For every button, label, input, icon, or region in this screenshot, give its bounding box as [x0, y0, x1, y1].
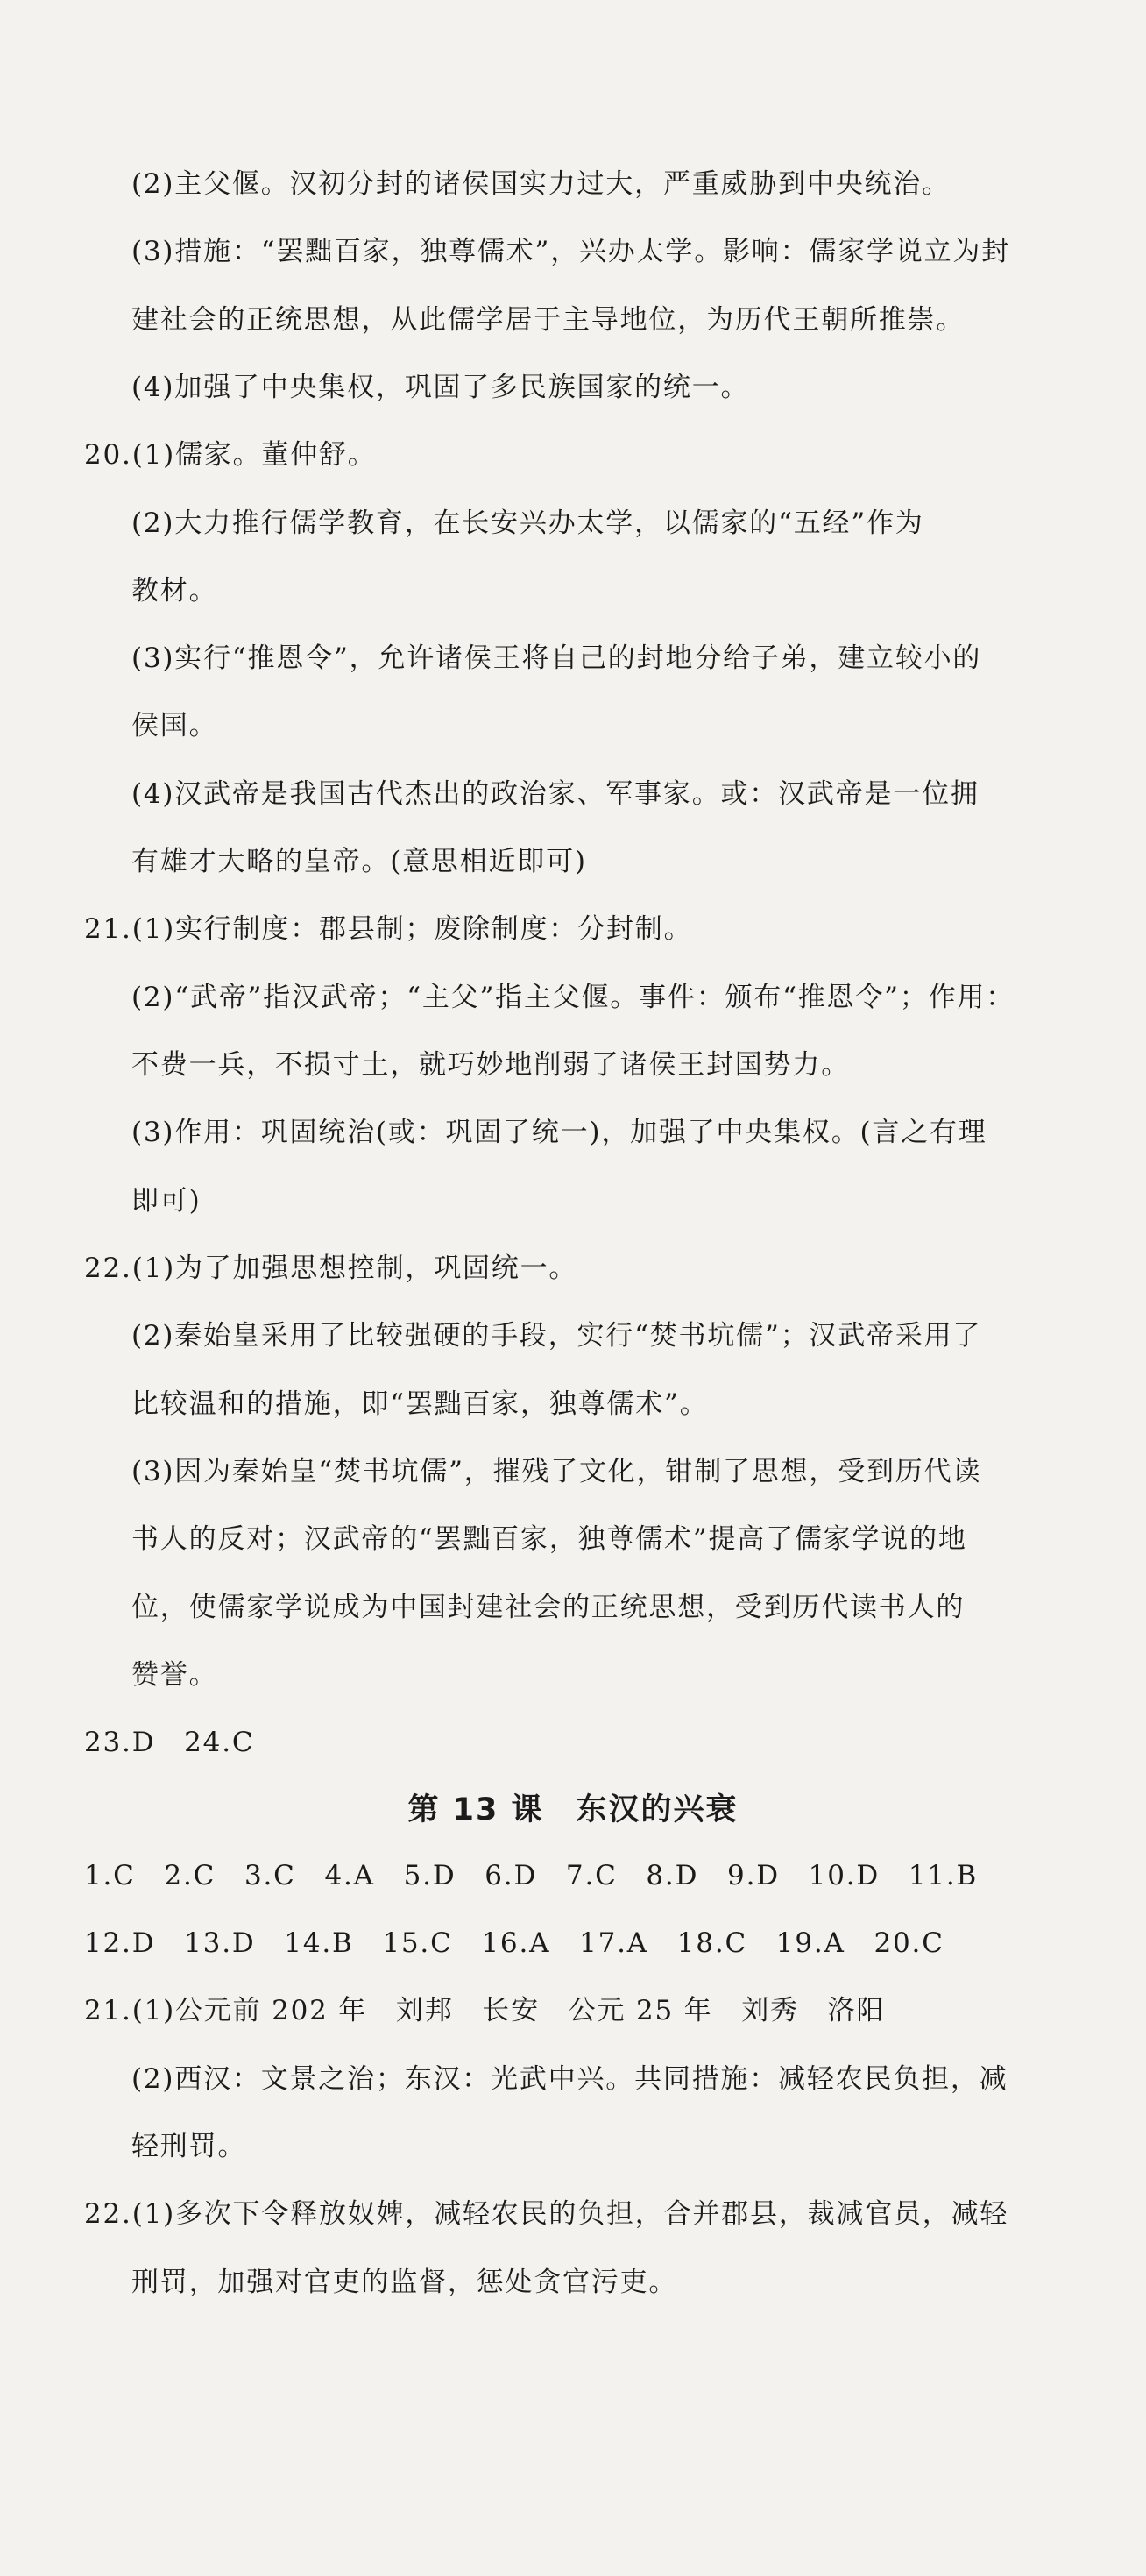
answer-line: 建社会的正统思想，从此儒学居于主导地位，为历代王朝所推崇。 — [131, 304, 966, 336]
answer-line: 位，使儒家学说成为中国封建社会的正统思想，受到历代读书人的 — [131, 1592, 966, 1623]
answer-line: (2)大力推行儒学教育，在长安兴办太学，以儒家的“五经”作为 — [131, 507, 924, 539]
answer-line: 刑罚，加强对官吏的监督，惩处贪官污吏。 — [131, 2267, 678, 2298]
answer-line: (4)加强了中央集权，巩固了多民族国家的统一。 — [131, 372, 750, 403]
answer-line: (2)“武帝”指汉武帝；“主父”指主父偃。事件：颁布“推恩令”；作用： — [131, 982, 1015, 1013]
answer-line: (4)汉武帝是我国古代杰出的政治家、军事家。或：汉武帝是一位拥 — [131, 778, 980, 810]
answer-line: (2)主父偃。汉初分封的诸侯国实力过大，严重威胁到中央统治。 — [131, 168, 951, 200]
section-title: 第 13 课 东汉的兴衰 — [407, 1792, 739, 1827]
answer-line: 不费一兵，不损寸土，就巧妙地削弱了诸侯王封国势力。 — [131, 1049, 850, 1081]
question-line: 22.(1)多次下令释放奴婢，减轻农民的负担，合并郡县，裁减官员，减轻 — [84, 2198, 1009, 2230]
answer-key-line: 12.D 13.D 14.B 15.C 16.A 17.A 18.C 19.A 20.C — [84, 1927, 944, 1959]
answer-line: (3)措施：“罢黜百家，独尊儒术”，兴办太学。影响：儒家学说立为封 — [131, 236, 1011, 267]
question-line: 20.(1)儒家。董仲舒。 — [84, 439, 377, 471]
question-line: 23.D 24.C — [84, 1727, 255, 1758]
answer-line: 有雄才大略的皇帝。(意思相近即可) — [131, 846, 587, 877]
answer-line: (2)秦始皇采用了比较强硬的手段，实行“焚书坑儒”；汉武帝采用了 — [131, 1320, 982, 1352]
answer-line: (3)实行“推恩令”，允许诸侯王将自己的封地分给子弟，建立较小的 — [131, 642, 982, 674]
answer-line: (3)作用：巩固统治(或：巩固了统一)，加强了中央集权。(言之有理 — [131, 1117, 987, 1148]
answer-line: (3)因为秦始皇“焚书坑儒”，摧残了文化，钳制了思想，受到历代读 — [131, 1456, 982, 1487]
answer-line: 教材。 — [131, 575, 218, 607]
answer-line: 赞誉。 — [131, 1659, 218, 1691]
question-line: 21.(1)实行制度：郡县制；废除制度：分封制。 — [84, 913, 693, 945]
answer-line: (2)西汉：文景之治；东汉：光武中兴。共同措施：减轻农民负担，减 — [131, 2063, 1008, 2095]
answer-line: 轻刑罚。 — [131, 2131, 247, 2162]
answer-line: 比较温和的措施，即“罢黜百家，独尊儒术”。 — [131, 1388, 709, 1420]
answer-line: 书人的反对；汉武帝的“罢黜百家，独尊儒术”提高了儒家学说的地 — [131, 1523, 967, 1555]
question-line: 21.(1)公元前 202 年 刘邦 长安 公元 25 年 刘秀 洛阳 — [84, 1995, 886, 2026]
question-line: 22.(1)为了加强思想控制，巩固统一。 — [84, 1253, 578, 1284]
answer-line: 侯国。 — [131, 710, 218, 742]
answer-key-line: 1.C 2.C 3.C 4.A 5.D 6.D 7.C 8.D 9.D 10.D 11.B — [84, 1860, 979, 1891]
answer-line: 即可) — [131, 1185, 202, 1217]
